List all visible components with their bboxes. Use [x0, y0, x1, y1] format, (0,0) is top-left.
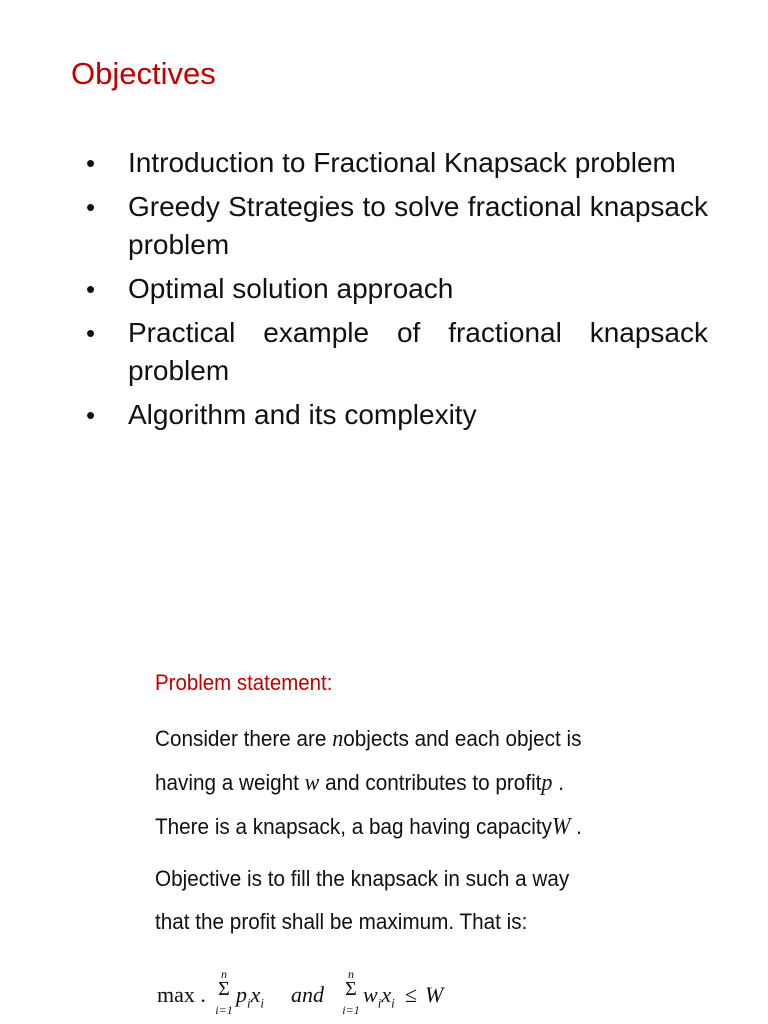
- summation-upper: n: [221, 967, 227, 981]
- list-item-text: Optimal solution approach: [128, 273, 454, 304]
- problem-statement-section: [155, 668, 675, 943]
- objectives-list: [86, 144, 708, 440]
- list-item-text: Greedy Strategies to solve fractional knapsack problem: [128, 191, 708, 260]
- summation-lower: i=1: [342, 1003, 360, 1017]
- formula-term-1: [236, 982, 264, 1011]
- formula-sub: i: [247, 995, 251, 1011]
- problem-text: .: [552, 770, 564, 795]
- list-item-text: Introduction to Fractional Knapsack problem: [128, 147, 676, 178]
- formula-var-w: w: [363, 982, 378, 1007]
- problem-text: Consider there are: [155, 726, 333, 751]
- bullet-icon: •: [86, 192, 96, 222]
- problem-text: .: [570, 814, 582, 839]
- problem-line-1: [155, 717, 633, 761]
- problem-statement-heading: Problem statement:: [155, 670, 333, 695]
- formula-leq: ≤: [405, 982, 418, 1007]
- math-variable-n: n: [332, 726, 344, 752]
- formula-sub: i: [391, 995, 395, 1011]
- bullet-icon: •: [86, 274, 96, 304]
- list-item-text: Practical example of fractional knapsack problem: [128, 317, 708, 386]
- problem-text: objects and each object is: [343, 726, 582, 751]
- list-item: [86, 144, 708, 182]
- summation-lower: i=1: [215, 1003, 233, 1017]
- formula-sub: i: [260, 995, 265, 1011]
- problem-line-3: [155, 805, 633, 849]
- list-item: [86, 270, 708, 308]
- formula-max: max .: [157, 982, 206, 1007]
- formula-capacity: W: [425, 982, 444, 1007]
- sigma-icon: Σ: [345, 978, 357, 1000]
- summation-2: [340, 968, 362, 1024]
- bullet-icon: •: [86, 318, 96, 348]
- problem-text: having a weight: [155, 770, 305, 795]
- list-item-text: Algorithm and its complexity: [128, 399, 477, 430]
- math-variable-w: w: [304, 770, 320, 796]
- problem-text: and contributes to profit: [319, 770, 542, 795]
- sigma-icon: Σ: [218, 978, 230, 1000]
- objective-line-2: that the profit shall be maximum. That is:: [155, 909, 528, 934]
- problem-text: There is a knapsack, a bag having capacity: [155, 814, 552, 839]
- list-item: [86, 188, 708, 264]
- formula-var-x: x: [250, 982, 261, 1007]
- formula-and: and: [291, 982, 324, 1007]
- list-item: [86, 314, 708, 390]
- list-item: [86, 396, 708, 434]
- problem-line-2: [155, 761, 633, 805]
- bullet-icon: •: [86, 148, 96, 178]
- formula-sub: i: [377, 995, 382, 1011]
- formula-var-x: x: [381, 982, 392, 1007]
- summation-upper: n: [348, 967, 354, 981]
- formula-var-p: p: [236, 982, 247, 1007]
- objective-line-1: Objective is to fill the knapsack in such a way: [155, 866, 570, 891]
- math-variable-p: p: [541, 770, 553, 796]
- math-variable-W: W: [551, 814, 571, 840]
- summation-1: [213, 968, 235, 1024]
- page-title: Objectives: [71, 56, 216, 91]
- bullet-icon: •: [86, 400, 96, 430]
- formula-term-2: [363, 982, 395, 1011]
